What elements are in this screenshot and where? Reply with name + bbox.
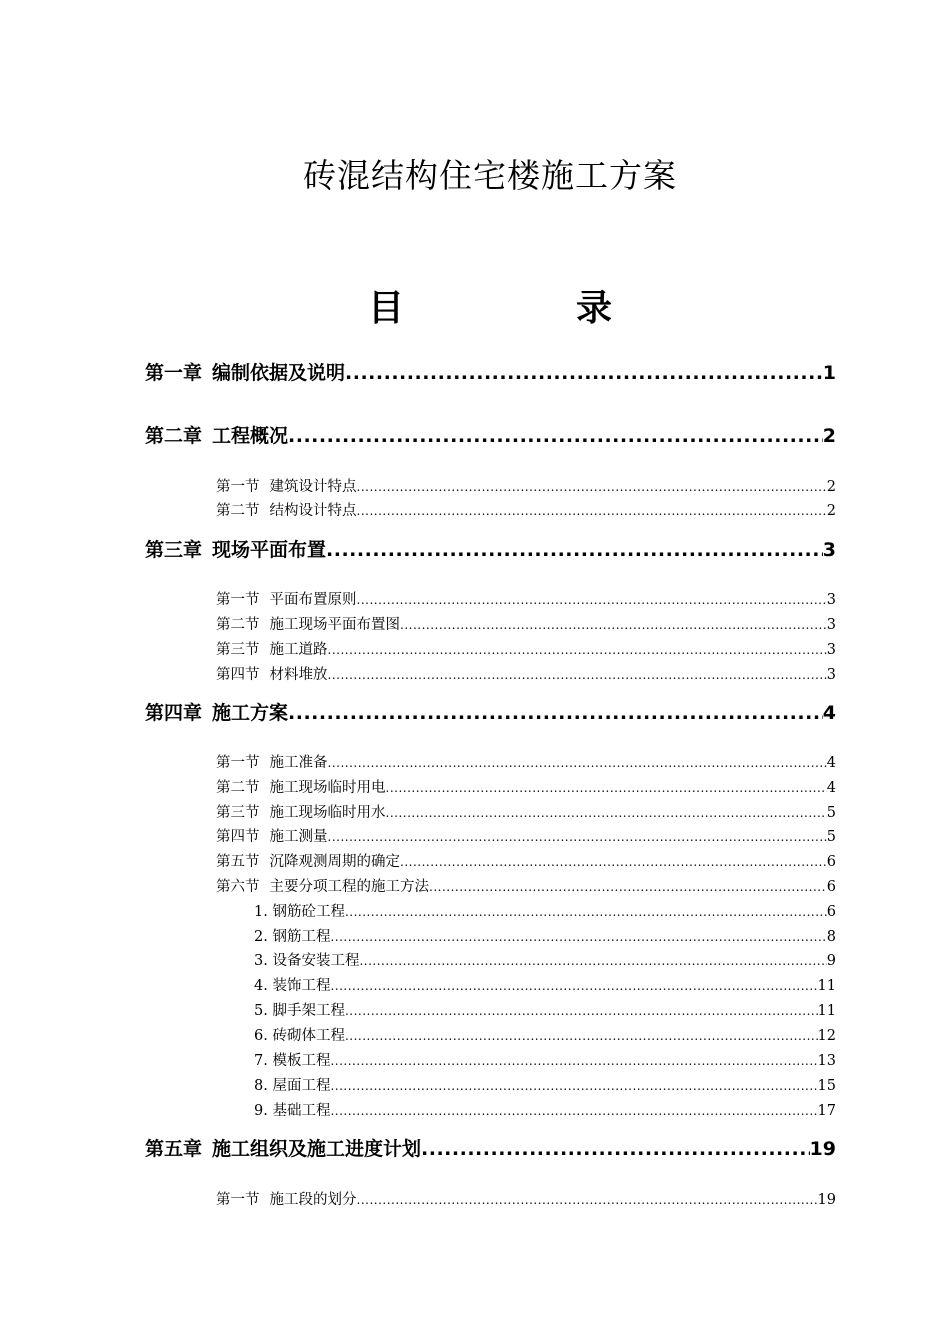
toc-section[interactable]: [216, 663, 836, 685]
toc-entry-number: 第四节: [216, 829, 260, 845]
toc-section[interactable]: [216, 638, 836, 660]
toc-entry-number: 第二节: [216, 617, 260, 633]
toc-entry-title: 结构设计特点: [269, 503, 357, 519]
toc-entry-page: 12: [817, 1028, 836, 1044]
toc-entry-number: 第六节: [216, 879, 260, 895]
toc-entry-page: 17: [817, 1103, 836, 1119]
toc-entry-number: 第二节: [216, 780, 260, 796]
toc-entry-title: 施工测量: [269, 829, 328, 845]
toc-chapter-3[interactable]: [145, 535, 836, 563]
toc-entry-title: 施工准备: [269, 755, 328, 771]
toc-entry-page: 3: [826, 667, 836, 683]
toc-entry-number: 第一节: [216, 479, 260, 495]
toc-entry-number: 第四章: [145, 702, 203, 724]
toc-entry-number: 第五节: [216, 854, 260, 870]
toc-section[interactable]: [216, 776, 836, 798]
toc-chapter-2[interactable]: [145, 421, 836, 449]
dot-leader: [345, 905, 827, 919]
dot-leader: [330, 1104, 817, 1118]
toc-heading-char-1: 目: [368, 288, 405, 329]
toc-entry-page: 3: [826, 642, 836, 658]
dot-leader: [288, 702, 823, 724]
toc-subitem[interactable]: [254, 1074, 836, 1096]
toc-entry-title: 脚手架工程: [272, 1003, 345, 1019]
toc-chapter-4[interactable]: [145, 698, 836, 726]
dot-leader: [330, 930, 826, 944]
dot-leader: [357, 504, 827, 518]
dot-leader: [357, 480, 827, 494]
toc-entry-title: 材料堆放: [269, 667, 328, 683]
toc-entry-page: 2: [826, 503, 836, 519]
toc-chapter-1[interactable]: [145, 358, 836, 386]
dot-leader: [357, 593, 827, 607]
toc-entry-number: 第一章: [145, 362, 203, 384]
toc-subitem[interactable]: [254, 1024, 836, 1046]
dot-leader: [328, 668, 827, 682]
dot-leader: [328, 756, 827, 770]
toc-entry-title: 钢筋工程: [272, 929, 331, 945]
toc-entry-page: 5: [826, 805, 836, 821]
toc-entry-page: 2: [822, 425, 836, 447]
toc-entry-number: 第二章: [145, 425, 203, 447]
dot-leader: [328, 830, 827, 844]
toc-entry-number: 第一节: [216, 592, 260, 608]
dot-leader: [345, 1004, 818, 1018]
toc-entry-page: 15: [817, 1078, 836, 1094]
toc-entry-number: 第三章: [145, 539, 203, 561]
toc-entry-number: 1.: [254, 904, 268, 920]
toc-entry-page: 4: [826, 780, 836, 796]
toc-entry-page: 1: [822, 362, 836, 384]
toc-entry-title: 平面布置原则: [269, 592, 357, 608]
dot-leader: [326, 539, 823, 561]
toc-entry-title: 基础工程: [272, 1103, 331, 1119]
dot-leader: [400, 618, 827, 632]
toc-entry-page: 11: [817, 978, 836, 994]
toc-entry-title: 钢筋砼工程: [272, 904, 345, 920]
toc-entry-number: 第二节: [216, 503, 260, 519]
toc-entry-number: 4.: [254, 978, 268, 994]
toc-entry-title: 施工道路: [269, 642, 328, 658]
dot-leader: [386, 806, 827, 820]
dot-leader: [357, 1193, 818, 1207]
toc-entry-page: 6: [826, 854, 836, 870]
toc-entry-page: 4: [826, 755, 836, 771]
dot-leader: [345, 1029, 818, 1043]
toc-section[interactable]: [216, 875, 836, 897]
toc-entry-number: 第三节: [216, 805, 260, 821]
dot-leader: [330, 1054, 817, 1068]
toc-section[interactable]: [216, 613, 836, 635]
toc-entry-page: 3: [822, 539, 836, 561]
toc-entry-title: 主要分项工程的施工方法: [269, 879, 429, 895]
dot-leader: [421, 1138, 810, 1160]
toc-entry-title: 工程概况: [212, 425, 289, 447]
toc-subitem[interactable]: [254, 1099, 836, 1121]
toc-entry-number: 9.: [254, 1103, 268, 1119]
toc-entry-number: 第四节: [216, 667, 260, 683]
toc-entry-title: 施工段的划分: [269, 1192, 357, 1208]
toc-entry-page: 5: [826, 829, 836, 845]
toc-entry-number: 第一节: [216, 1192, 260, 1208]
toc-entry-number: 5.: [254, 1003, 268, 1019]
toc-entry-number: 7.: [254, 1053, 268, 1069]
toc-entry-title: 建筑设计特点: [269, 479, 357, 495]
toc-entry-title: 现场平面布置: [212, 539, 327, 561]
toc-entry-title: 屋面工程: [272, 1078, 331, 1094]
toc-section[interactable]: [216, 1188, 836, 1210]
toc-section[interactable]: [216, 825, 836, 847]
toc-section[interactable]: [216, 499, 836, 521]
toc-entry-title: 设备安装工程: [272, 953, 360, 969]
toc-entry-number: 第三节: [216, 642, 260, 658]
toc-entry-title: 模板工程: [272, 1053, 331, 1069]
toc-entry-title: 装饰工程: [272, 978, 331, 994]
toc-heading-char-2: 录: [576, 288, 613, 329]
toc-section[interactable]: [216, 850, 836, 872]
toc-entry-title: 施工现场临时用电: [269, 780, 386, 796]
dot-leader: [359, 954, 826, 968]
toc-subitem[interactable]: [254, 900, 836, 922]
toc-subitem[interactable]: [254, 949, 836, 971]
toc-entry-number: 第一节: [216, 755, 260, 771]
dot-leader: [345, 362, 823, 384]
toc-entry-page: 11: [817, 1003, 836, 1019]
toc-entry-number: 3.: [254, 953, 268, 969]
toc-entry-title: 砖砌体工程: [272, 1028, 345, 1044]
toc-entry-page: 19: [817, 1192, 836, 1208]
toc-entry-title: 施工现场临时用水: [269, 805, 386, 821]
dot-leader: [330, 1079, 817, 1093]
document-title: 砖混结构住宅楼施工方案: [303, 156, 677, 195]
toc-entry-number: 8.: [254, 1078, 268, 1094]
toc-entry-title: 施工方案: [212, 702, 289, 724]
toc-subitem[interactable]: [254, 974, 836, 996]
toc-entry-page: 4: [822, 702, 836, 724]
toc-section[interactable]: [216, 588, 836, 610]
toc-entry-title: 沉降观测周期的确定: [269, 854, 400, 870]
toc-entry-page: 13: [817, 1053, 836, 1069]
toc-entry-page: 9: [826, 953, 836, 969]
toc-chapter-5[interactable]: [145, 1134, 836, 1162]
toc-section[interactable]: [216, 475, 836, 497]
toc-entry-title: 施工现场平面布置图: [269, 617, 400, 633]
toc-section[interactable]: [216, 801, 836, 823]
toc-entry-title: 施工组织及施工进度计划: [212, 1138, 422, 1160]
toc-entry-page: 3: [826, 592, 836, 608]
toc-entry-page: 3: [826, 617, 836, 633]
toc-entry-title: 编制依据及说明: [212, 362, 346, 384]
toc-entry-page: 19: [809, 1138, 836, 1160]
dot-leader: [400, 855, 827, 869]
toc-entry-number: 第五章: [145, 1138, 203, 1160]
dot-leader: [429, 880, 827, 894]
toc-subitem[interactable]: [254, 925, 836, 947]
dot-leader: [328, 643, 827, 657]
toc-entry-page: 6: [826, 879, 836, 895]
toc-entry-page: 8: [826, 929, 836, 945]
dot-leader: [330, 979, 817, 993]
dot-leader: [386, 781, 827, 795]
toc-entry-page: 6: [826, 904, 836, 920]
toc-subitem[interactable]: [254, 999, 836, 1021]
toc-entry-page: 2: [826, 479, 836, 495]
toc-section[interactable]: [216, 751, 836, 773]
toc-entry-number: 6.: [254, 1028, 268, 1044]
dot-leader: [288, 425, 823, 447]
toc-entry-number: 2.: [254, 929, 268, 945]
toc-subitem[interactable]: [254, 1049, 836, 1071]
